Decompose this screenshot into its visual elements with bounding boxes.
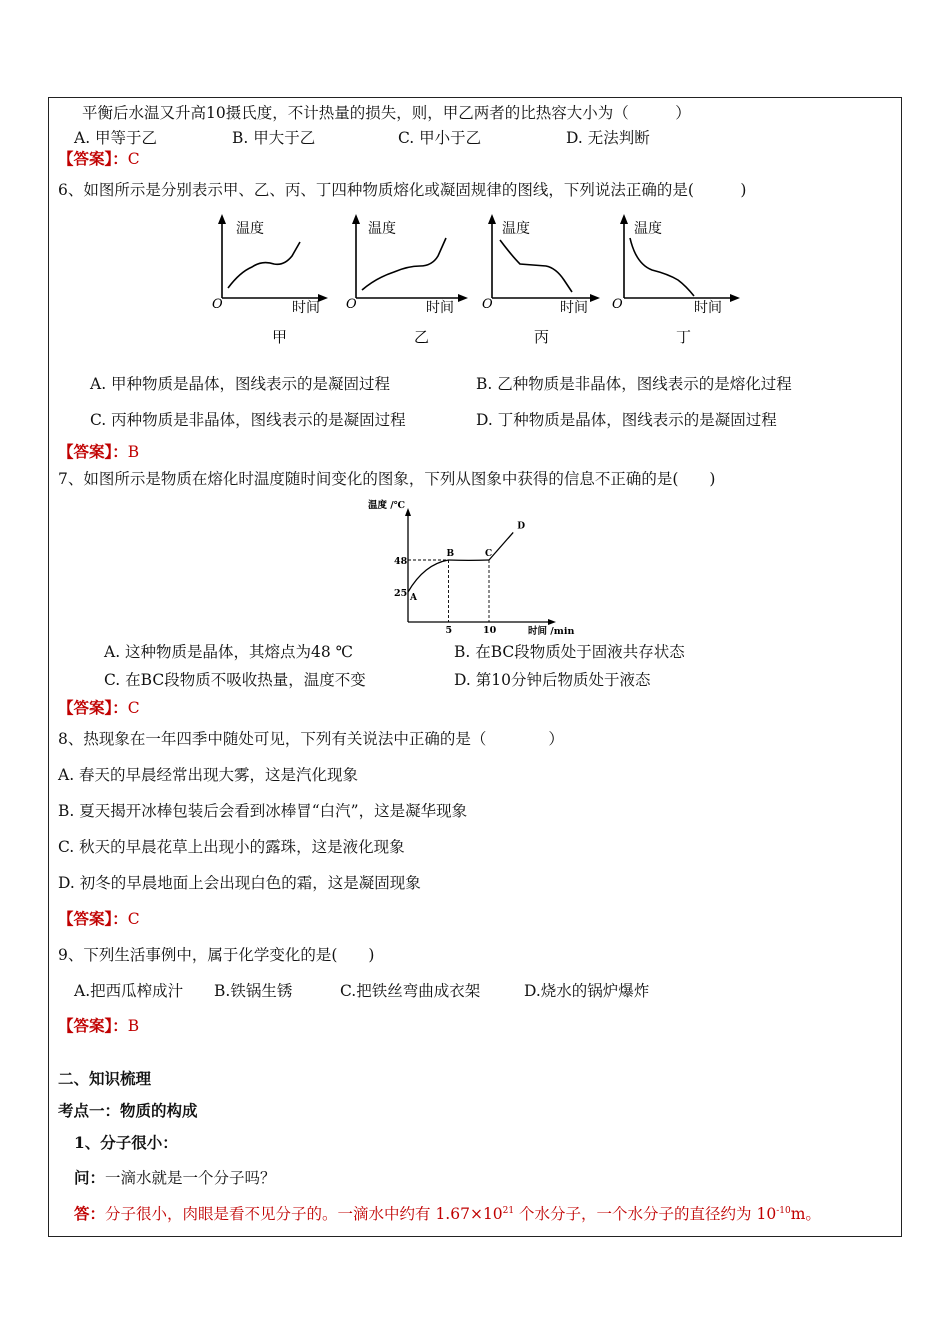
point-label-a: A [410,593,417,603]
answer-separator: ： [112,442,128,461]
y-arrow [488,214,496,224]
xtick-label: 5 [445,625,453,636]
ylabel: 温度 [634,221,662,237]
curve-yi [362,238,446,290]
answer-line [74,1204,821,1224]
x-arrow [548,619,556,625]
question-label: 问： [74,1168,106,1187]
q7-stem: 7、如图所示是物质在熔化时温度随时间变化的图象，下列从图象中获得的信息不正确的是( ) [58,470,716,488]
point-label-b: B [446,549,455,559]
ytick-label: 25 [394,588,408,599]
caption: 甲 [272,328,288,346]
q8-stem: 8、热现象在一年四季中随处可见，下列有关说法中正确的是（ ） [58,730,564,748]
chart-ylabel: 温度 /℃ [368,500,406,511]
q7-option-c: C. 在BC段物质不吸收热量，温度不变 [104,671,366,689]
graph-yi [346,214,468,346]
q6-option-a: A. 甲种物质是晶体，图线表示的是凝固过程 [90,375,391,393]
ytick-label: 48 [394,556,408,567]
q6-answer [58,442,139,462]
xtick-label: 10 [483,625,497,636]
origin: O [212,297,223,312]
answer-label: 【答案】 [58,1016,113,1035]
answer-separator: ： [112,909,128,928]
curve-jia [228,242,300,288]
q9-option-d: D.烧水的锅炉爆炸 [524,982,650,1000]
q9-option-b: B.铁锅生锈 [214,982,293,1000]
origin: O [612,297,623,312]
answer-label: 【答案】 [58,442,113,461]
series-segment-cd [489,532,513,560]
q9-option-a: A.把西瓜榨成汁 [74,982,184,1000]
q9-answer [58,1016,139,1036]
chart-xlabel: 时间 /min [528,626,575,637]
q8-option-c: C. 秋天的早晨花草上出现小的露珠，这是液化现象 [58,838,405,856]
q7-option-a: A. 这种物质是晶体，其熔点为48 ℃ [104,643,354,661]
q5-option-c: C. 甲小于乙 [398,129,482,147]
origin: O [346,297,357,312]
y-arrow [218,214,226,224]
question-text: 一滴水就是一个分子吗？ [105,1169,276,1187]
q8-option-b: B. 夏天揭开冰棒包装后会看到冰棒冒“白汽”，这是凝华现象 [58,802,468,820]
q5-stem-continuation: 平衡后水温又升高10摄氏度，不计热量的损失，则，甲乙两者的比热容大小为（ ） [82,104,691,122]
answer-text-2: 个水分子，一个水分子的直径约为 10 [514,1205,777,1223]
y-arrow [405,508,411,516]
q6-option-d: D. 丁种物质是晶体，图线表示的是凝固过程 [476,411,777,429]
answer-separator: ： [112,149,128,168]
point-label-d: D [517,521,526,532]
q5-option-a: A. 甲等于乙 [74,129,158,147]
q8-answer [58,909,140,929]
x-arrow [458,294,468,302]
answer-value: C [127,910,140,928]
point-heading: 考点一：物质的构成 [58,1101,198,1120]
ylabel: 温度 [236,221,264,237]
q5-option-b: B. 甲大于乙 [232,129,316,147]
answer-text-3: m。 [790,1205,821,1223]
section-title: 二、知识梳理 [58,1069,152,1088]
answer-separator: ： [112,698,128,717]
x-arrow [730,294,740,302]
q6-option-c: C. 丙种物质是非晶体，图线表示的是凝固过程 [90,411,406,429]
xlabel: 时间 [426,300,454,316]
answer-value: B [127,443,140,461]
q7-option-d: D. 第10分钟后物质处于液态 [454,671,651,689]
xlabel: 时间 [292,300,320,316]
answer-sup-2: -10 [776,1206,791,1216]
y-arrow [352,214,360,224]
graph-jia [212,214,328,346]
origin: O [482,297,493,312]
caption: 丁 [676,328,692,346]
subheading: 1、分子很小： [74,1133,178,1152]
xlabel: 时间 [560,300,588,316]
answer-separator: ： [112,1016,128,1035]
series-segment-ab [408,560,449,592]
y-arrow [620,214,628,224]
q9-option-c: C.把铁丝弯曲成衣架 [340,982,481,1000]
x-arrow [590,294,600,302]
point-label-c: C [485,549,493,559]
curve-ding [630,238,694,296]
ylabel: 温度 [368,221,396,237]
q6-graphs [200,212,760,352]
answer-label: 【答案】 [58,698,113,717]
answer-value: C [127,150,140,168]
answer-text-1: 分子很小，肉眼是看不见分子的。一滴水中约有 1.67×10 [105,1205,503,1223]
q8-option-a: A. 春天的早晨经常出现大雾，这是汽化现象 [58,766,359,784]
q6-stem: 6、如图所示是分别表示甲、乙、丙、丁四种物质熔化或凝固规律的图线，下列说法正确的是( ) [58,181,747,199]
xlabel: 时间 [694,300,722,316]
answer-value: C [127,699,140,717]
q5-option-d: D. 无法判断 [566,129,650,147]
q7-answer [58,698,140,718]
ylabel: 温度 [502,221,530,237]
q9-stem: 9、下列生活事例中，属于化学变化的是( ) [58,946,375,964]
q5-answer [58,149,140,169]
question-line [74,1168,276,1188]
caption: 丙 [534,328,550,346]
curve-bing [500,240,572,292]
answer-value: B [127,1017,140,1035]
answer-label: 【答案】 [58,909,113,928]
graph-bing [482,214,600,346]
answer-label: 【答案】 [58,149,113,168]
graph-ding [612,214,740,346]
answer-label: 答： [74,1204,106,1223]
chart-marks [394,521,525,636]
q6-option-b: B. 乙种物质是非晶体，图线表示的是熔化过程 [476,375,792,393]
q7-chart [360,498,590,638]
q7-option-b: B. 在BC段物质处于固液共存状态 [454,643,685,661]
caption: 乙 [414,328,430,346]
answer-sup-1: 21 [502,1206,515,1216]
q8-option-d: D. 初冬的早晨地面上会出现白色的霜，这是凝固现象 [58,874,421,892]
